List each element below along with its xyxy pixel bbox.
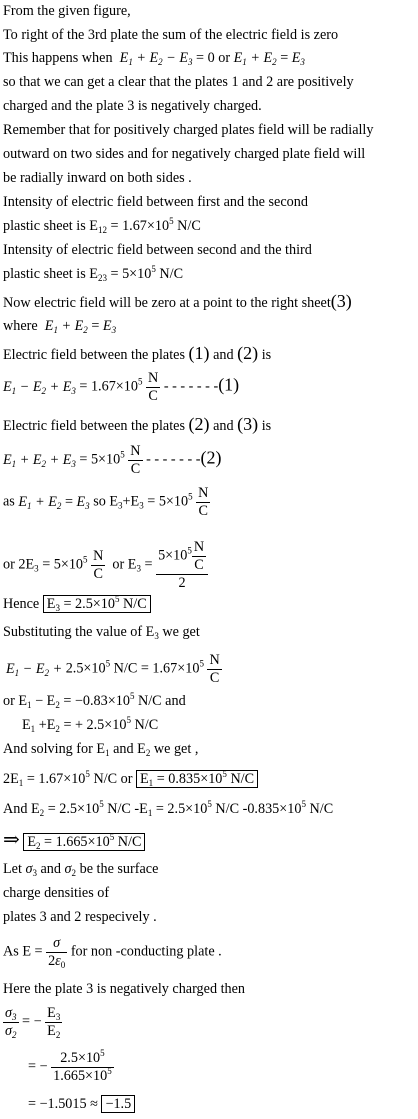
text-line: $E_1 +E_2$ = + $2.5\times 10^5$ N/C xyxy=(22,715,159,734)
text-line: As E = $\frac{\sigma}{2\varepsilon_0}$ for non -conducting plate . xyxy=(3,935,222,970)
text-line: Let $\sigma_3$ and $\sigma_2$ be the surface xyxy=(3,861,159,878)
equation-1: $E_1 - E_2 + E_3 = 1.67\times 10^5$ $\frac{N}{C}$ - - - - - - -(1) xyxy=(3,370,240,404)
text-line: = −1.5015 ≈ −1.5 xyxy=(28,1097,135,1111)
text-line: Here the plate 3 is negatively charged then xyxy=(3,981,246,997)
text-line: plates 3 and 2 respecively . xyxy=(3,909,157,925)
text-line xyxy=(3,830,145,850)
text-line: charged and the plate 3 is negatively charged. xyxy=(3,98,262,114)
boxed-result: $E_2 = 1.665\times 10^5$ N/C xyxy=(23,833,145,851)
fraction: $\frac{\sigma}{2\varepsilon_0}$ xyxy=(48,935,66,970)
equation: $E_1 - E_2 + 2.5\times 10^5$ $N/C = 1.67\times 10^5$ $\frac{N}{C}$ xyxy=(6,652,220,686)
equation: $\frac{\sigma_3}{\sigma_2}$ = − $\frac{E_3}{E_2}$ xyxy=(5,1005,61,1040)
text-line: so that we can get a clear that the plates 1 and 2 are positively xyxy=(3,74,354,90)
unit-fraction: $\frac{N}{C}$ xyxy=(148,370,159,404)
text-line: Remember that for positively charged plates field will be radially xyxy=(3,122,374,138)
text-line: plastic sheet is $E_{23} = 5\times 10^5$ N/C xyxy=(3,264,184,283)
text-line: And solving for $E_1$ and $E_2$ we get , xyxy=(3,741,199,758)
boxed-result: $E_3 = 2.5\times 10^5$ N/C xyxy=(43,595,151,613)
unit-fraction: $\frac{N}{C}$ xyxy=(198,485,209,519)
text-line: Electric field between the plates (2) and (3) is xyxy=(3,414,272,434)
text-line: as $E_1 + E_2 = E_3$ so $E_3+E_3 = 5\times 10^5$ $\frac{N}{C}$ xyxy=(3,485,209,519)
text-line: This happens when $E_1 + E_2 - E_3 = 0$ or $E_1 + E_2 = E_3$ xyxy=(3,50,305,67)
text-line: charge densities of xyxy=(3,885,110,901)
text-line: Intensity of electric field between second and the third xyxy=(3,242,312,258)
equation: $E_1 + E_2 = E_3$ xyxy=(233,50,305,67)
text-line: To right of the 3rd plate the sum of the electric field is zero xyxy=(3,27,339,43)
text-line: And $E_2 = 2.5\times 10^5$ N/C $-E_1 = 2.5\times 10^5$ N/C $-0.835\times 10^5$ N/C xyxy=(3,799,334,818)
boxed-result: −1.5 xyxy=(101,1095,135,1113)
text-line: plastic sheet is $E_{12} = 1.67\times 10^5$ N/C xyxy=(3,216,201,235)
text-line: Hence $E_3 = 2.5\times 10^5$ N/C xyxy=(3,597,151,611)
text-line: or $2E_3 = 5\times 10^5$ $\frac{N}{C}$ or $E_3$ = $5\times 10^5$ $\frac{N}{C}$ 2 xyxy=(3,540,208,591)
equation: = − $\frac{2.5\times 10^5}{1.665\times 10^5}$ xyxy=(28,1048,112,1084)
text-line: Substituting the value of $E_3$ we get xyxy=(3,624,200,641)
equation-2: $E_1 + E_2 + E_3 = 5\times 10^5$ $\frac{N}{C}$ - - - - - - -(2) xyxy=(3,443,222,477)
implies-symbol: ⇒ xyxy=(3,829,20,851)
fraction: $5\times 10^5$ $\frac{N}{C}$ 2 xyxy=(156,540,208,591)
unit-fraction: $\frac{N}{C}$ xyxy=(130,443,141,477)
unit-fraction: $\frac{N}{C}$ xyxy=(209,652,220,686)
text-line: or $E_1 - E_2 = -0.83\times 10^5$ N/C and xyxy=(3,691,186,710)
text-line: outward on two sides and for negatively charged plate field will xyxy=(3,146,366,162)
text-line: where $E_1 + E_2 = E_3$ xyxy=(3,318,117,335)
text-line: $2E_1 = 1.67\times 10^5$ N/C or $E_1 = 0.835\times 10^5$ N/C xyxy=(3,772,258,786)
text-line: Electric field between the plates (1) and (2) is xyxy=(3,343,272,363)
text-line: From the given figure, xyxy=(3,3,131,19)
text-line: Now electric field will be zero at a point to the right sheet(3) xyxy=(3,291,352,311)
boxed-result: $E_1 = 0.835\times 10^5$ N/C xyxy=(136,770,258,788)
equation: $E_1 + E_2 = E_3$ xyxy=(44,318,117,335)
equation: $E_1 + E_2 - E_3 = 0$ xyxy=(119,50,215,67)
text-line: be radially inward on both sides . xyxy=(3,170,192,186)
text-line: Intensity of electric field between first and the second xyxy=(3,194,308,210)
unit-fraction: $\frac{N}{C}$ xyxy=(93,547,104,582)
